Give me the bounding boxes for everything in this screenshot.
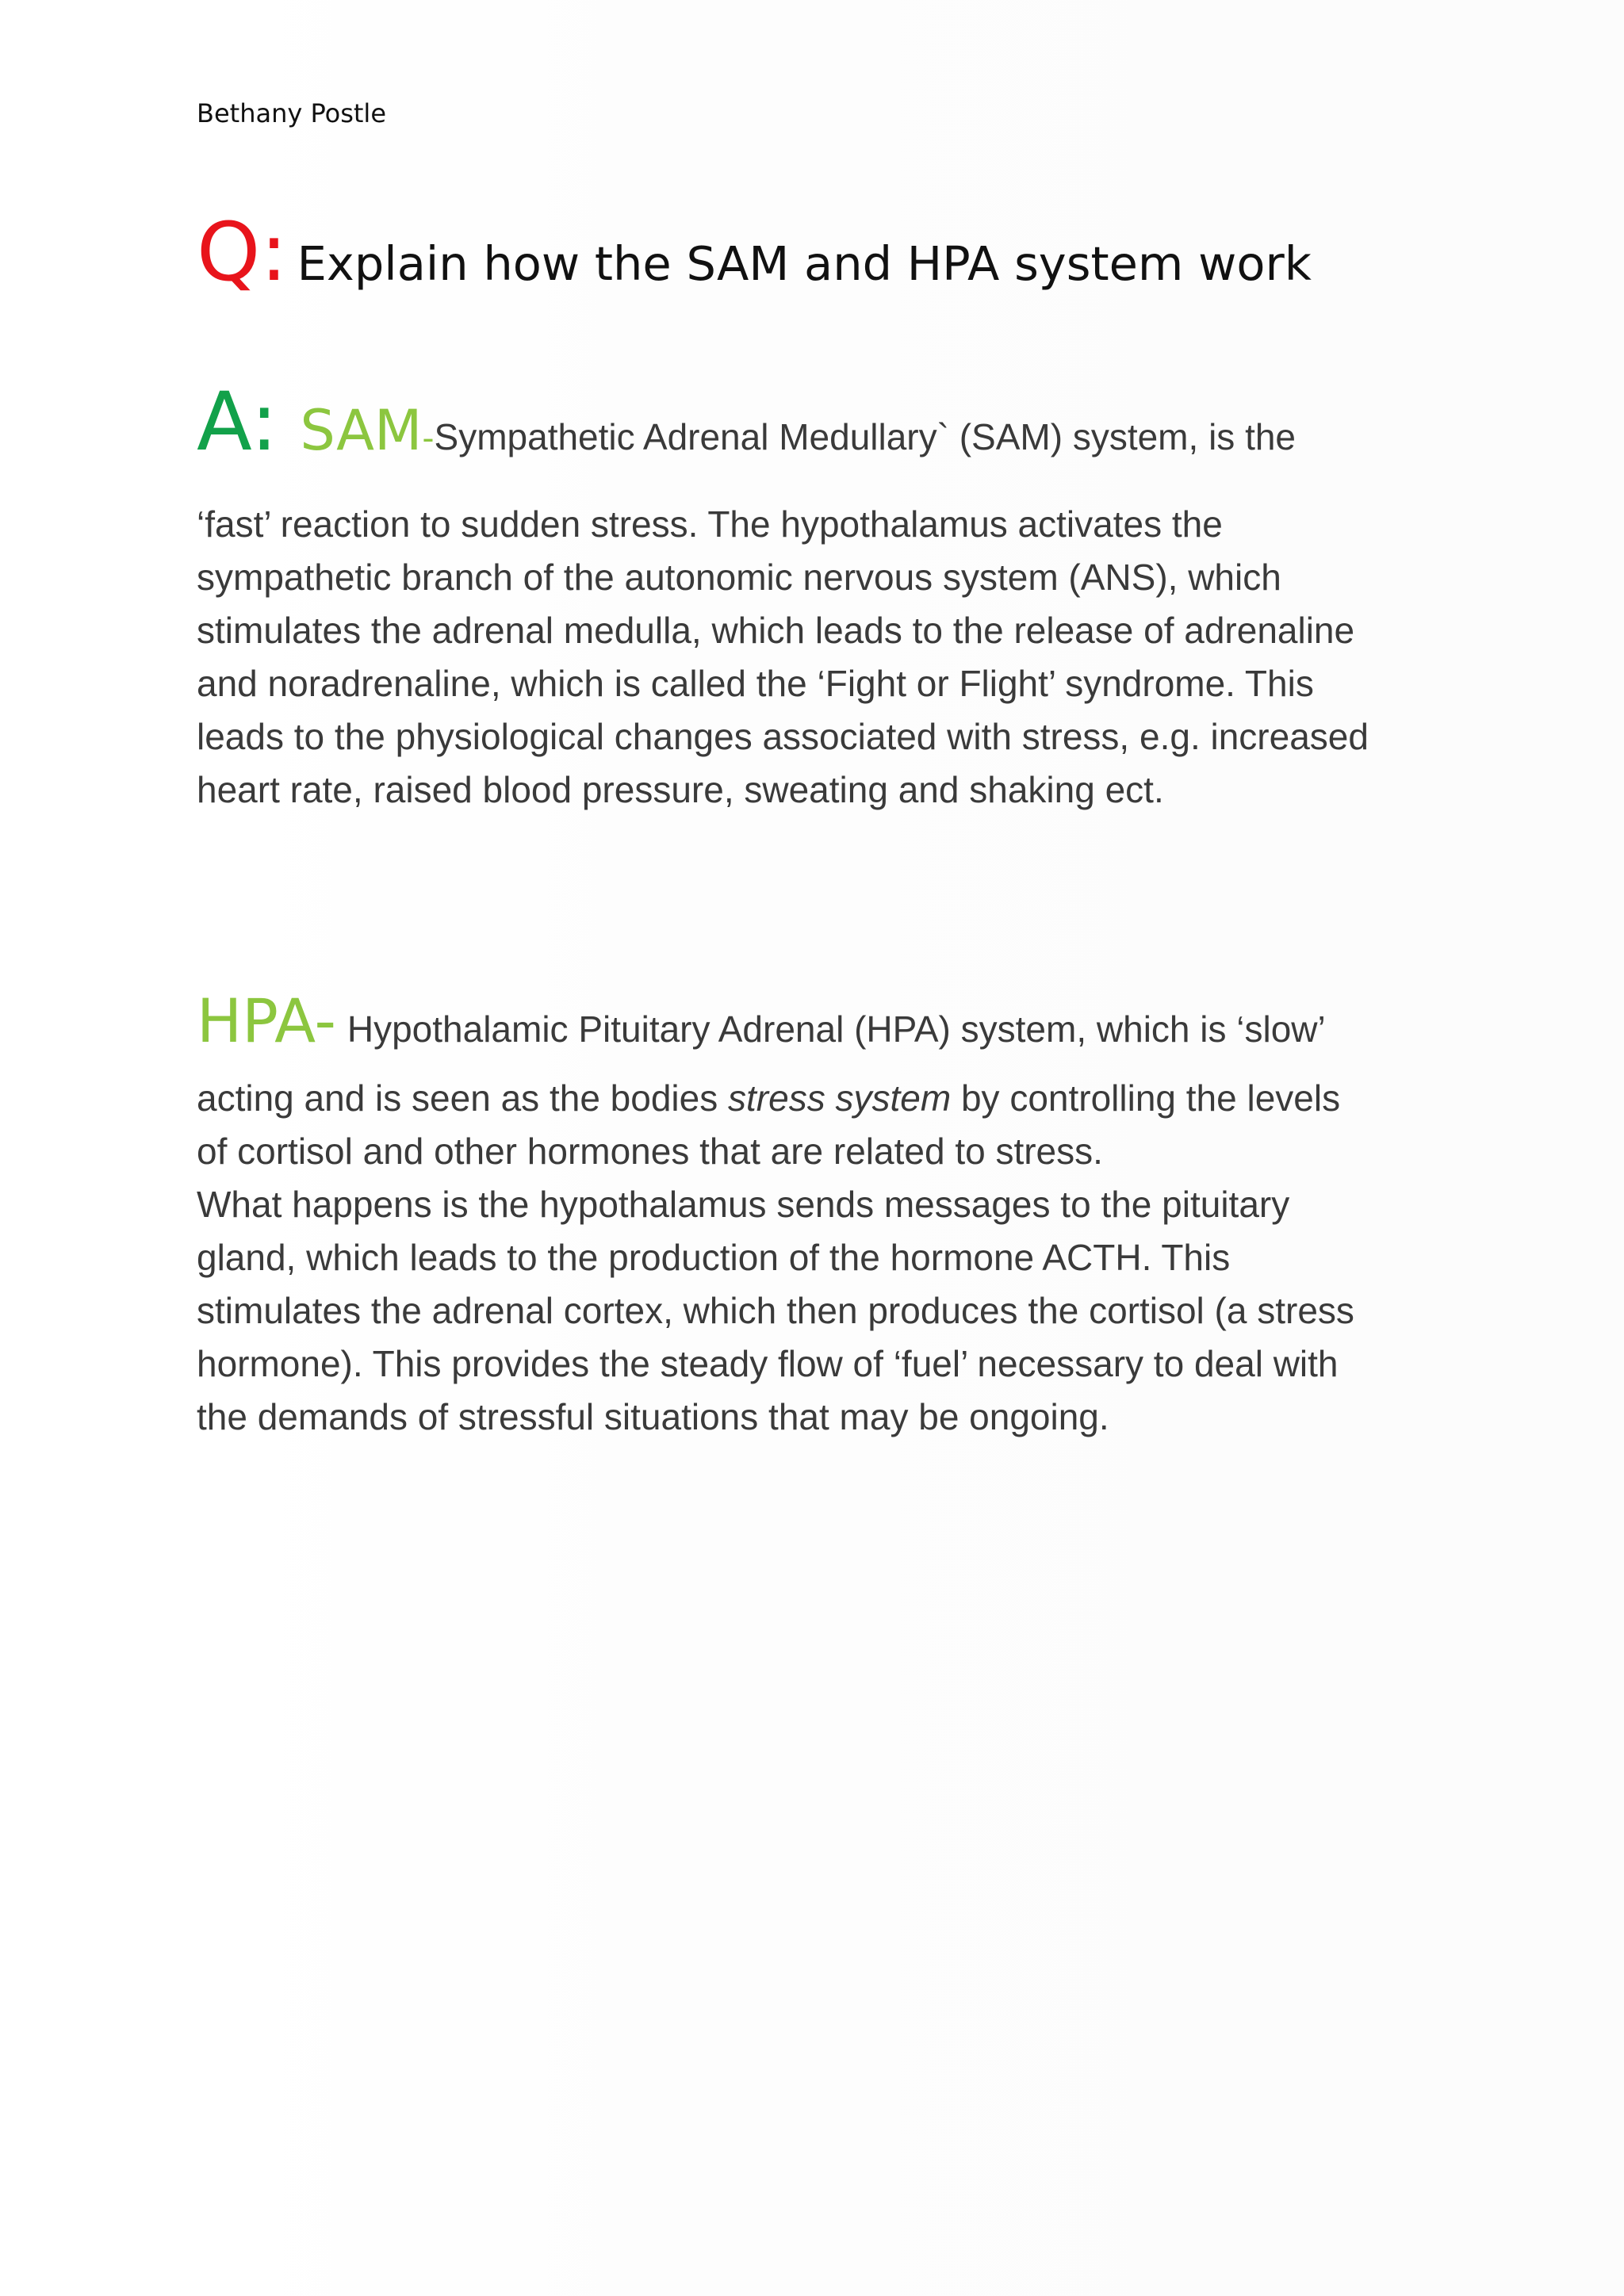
sam-line: sympathetic branch of the autonomic nervous system (ANS), which	[197, 557, 1281, 598]
hpa-italic-term: stress system	[728, 1077, 952, 1119]
sam-paragraph	[197, 498, 1434, 817]
hpa-line-before-italic: acting and is seen as the bodies	[197, 1077, 729, 1119]
hpa-line: stimulates the adrenal cortex, which then produces the cortisol (a stress	[197, 1290, 1354, 1331]
question-heading	[197, 205, 1312, 300]
hpa-line: the demands of stressful situations that may be ongoing.	[197, 1396, 1109, 1437]
hpa-line: What happens is the hypothalamus sends messages to the pituitary	[197, 1184, 1290, 1225]
answer-heading	[197, 375, 1297, 469]
author-name: Bethany Postle	[197, 98, 386, 128]
hpa-line: hormone). This provides the steady flow of ‘fuel’ necessary to deal with	[197, 1343, 1339, 1384]
answer-marker: A:	[197, 375, 278, 469]
hpa-line-after-italic: by controlling the levels	[951, 1077, 1341, 1119]
question-text: Explain how the SAM and HPA system work	[297, 236, 1312, 291]
sam-label: SAM	[300, 398, 423, 463]
sam-line: stimulates the adrenal medulla, which leads to the release of adrenaline	[197, 610, 1355, 651]
question-marker: Q:	[197, 205, 288, 300]
hpa-line: of cortisol and other hormones that are related to stress.	[197, 1131, 1103, 1172]
hpa-line: gland, which leads to the production of the hormone ACTH. This	[197, 1237, 1231, 1278]
hpa-heading	[197, 985, 1326, 1056]
hpa-paragraph	[197, 1072, 1434, 1444]
sam-line: ‘fast’ reaction to sudden stress. The hypothalamus activates the	[197, 503, 1223, 545]
sam-line: leads to the physiological changes associated with stress, e.g. increased	[197, 716, 1369, 757]
hpa-label: HPA-	[197, 985, 336, 1056]
sam-lead-text: Sympathetic Adrenal Medullary` (SAM) system, is the	[434, 416, 1297, 457]
sam-line: heart rate, raised blood pressure, sweating and shaking ect.	[197, 769, 1164, 810]
hpa-lead-text: Hypothalamic Pituitary Adrenal (HPA) system, which is ‘slow’	[347, 1008, 1326, 1050]
sam-line: and noradrenaline, which is called the ‘Fight or Flight’ syndrome. This	[197, 663, 1314, 704]
hpa-line	[197, 1072, 1434, 1125]
sam-dash: -	[422, 419, 435, 457]
